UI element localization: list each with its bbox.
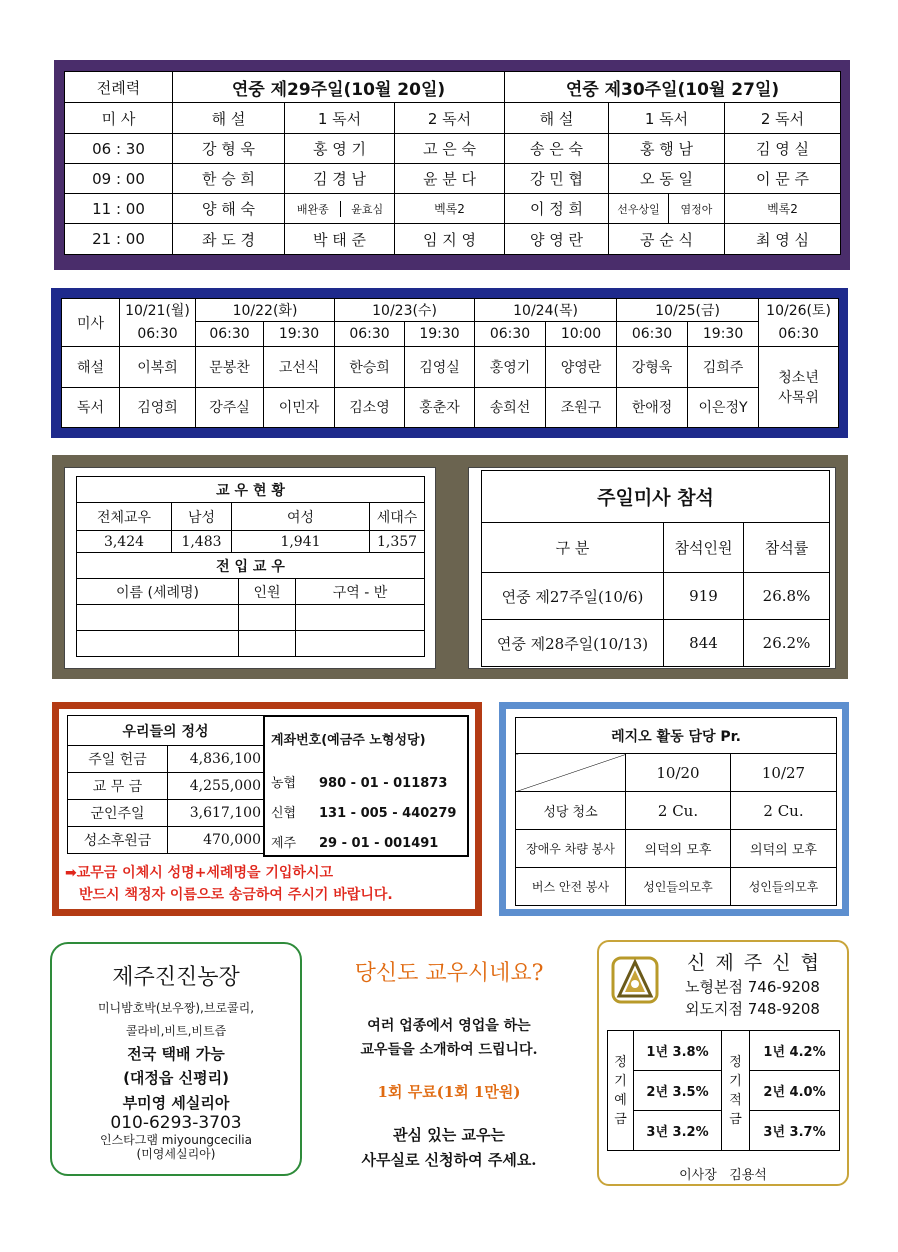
- offering-type: 성소후원금: [68, 827, 168, 854]
- farm-owner: 부미영 세실리아: [122, 1094, 230, 1112]
- lector-name: 한 승 희: [173, 164, 285, 194]
- lector-name: 홍 행 남: [609, 134, 725, 164]
- reading1-label: 1 독서: [285, 103, 395, 134]
- mass-time: 06:30: [120, 322, 196, 347]
- legio-title: 레지오 활동 담당 Pr.: [516, 718, 837, 754]
- offering-title: 우리들의 정성: [68, 716, 264, 746]
- sunday-29-header: 연중 제29주일(10월 20일): [173, 72, 505, 103]
- label-char: 금: [614, 1111, 627, 1127]
- members-title: 교 우 현 황: [77, 477, 425, 503]
- table-row: [65, 194, 841, 224]
- duty-name: 장애우 차량 봉사: [516, 830, 626, 868]
- lector-name: 홍영기: [475, 347, 546, 387]
- commentary-label: 해 설: [505, 103, 609, 134]
- label-char: 기: [729, 1073, 742, 1089]
- attendance-title: 주일미사 참석: [482, 471, 830, 523]
- farm-ad: [50, 942, 302, 1176]
- attendance-rate: 26.2%: [744, 620, 830, 667]
- lector-name: 양 영 란: [505, 224, 609, 255]
- lector-name: 박 태 준: [285, 224, 395, 255]
- duty-team: 2 Cu.: [731, 792, 837, 830]
- reading2-label: 2 독서: [725, 103, 841, 134]
- column-header: 남성: [172, 503, 232, 531]
- duty-name: 성당 청소: [516, 792, 626, 830]
- notice-line: 반드시 책정자 이름으로 송금하여 주시기 바랍니다.: [79, 887, 393, 903]
- attendance-panel: [468, 467, 836, 669]
- week-label: 연중 제28주일(10/13): [482, 620, 664, 667]
- offering-notice: [65, 862, 393, 906]
- installment-savings-label: [722, 1031, 750, 1151]
- lector-name: 강 민 협: [505, 164, 609, 194]
- notice-line: ➡교무금 이체시 성명+세례명을 기입하시고: [65, 865, 333, 881]
- account-number: 29 - 01 - 001491: [319, 836, 439, 851]
- mass-time: 10:00: [546, 322, 617, 347]
- account-box: [263, 715, 469, 857]
- table-row: [65, 224, 841, 255]
- account-title: 계좌번호(예금주 노형성당): [271, 733, 426, 748]
- lector-name: 김희주: [688, 347, 759, 387]
- table-row: [516, 830, 837, 868]
- weekday-lectors-table: [61, 298, 839, 428]
- legio-panel: [506, 709, 842, 909]
- farm-phone: 010-6293-3703: [110, 1113, 242, 1133]
- mass-time: 19:30: [264, 322, 335, 347]
- deposit-rate: 2년 3.5%: [634, 1071, 722, 1111]
- offering-type: 교 무 금: [68, 773, 168, 800]
- label-char: 적: [729, 1092, 742, 1108]
- mass-label: 미사: [62, 299, 120, 347]
- mass-time: 19:30: [405, 322, 475, 347]
- members-panel: [64, 467, 436, 669]
- farm-location: (대정읍 신평리): [123, 1069, 229, 1087]
- commentary-label: 해설: [62, 347, 120, 387]
- offering-amount: 4,836,100: [168, 746, 264, 773]
- lector-name: 이복희: [120, 347, 196, 387]
- lector-name: 김 영 실: [725, 134, 841, 164]
- date-header: 10/23(수): [335, 299, 475, 322]
- offering-table: [67, 715, 264, 854]
- column-header: 구 분: [482, 523, 664, 573]
- account-row: [271, 829, 456, 859]
- column-header: 전체교우: [77, 503, 172, 531]
- business-ad-text: 교우들을 소개하여 드립니다.: [360, 1042, 538, 1058]
- lector-name: 송 은 숙: [505, 134, 609, 164]
- lector-name: 이민자: [264, 387, 335, 427]
- table-row: [77, 605, 425, 631]
- members-table: [76, 476, 425, 553]
- credit-union-logo-icon: [611, 956, 659, 1004]
- date-header: 10/21(월): [120, 299, 196, 322]
- table-row: [482, 620, 830, 667]
- credit-union-ad: [597, 940, 849, 1186]
- business-ad-text: 사무실로 신청하여 주세요.: [361, 1151, 537, 1169]
- member-count: 1,941: [232, 531, 370, 553]
- weekday-lectors-frame: [51, 288, 848, 438]
- mass-time: 06:30: [335, 322, 405, 347]
- lector-name: 한승희: [335, 347, 405, 387]
- table-row: [68, 827, 264, 854]
- account-row: [271, 769, 456, 799]
- reading1-label: 1 독서: [609, 103, 725, 134]
- bank-name: 신협: [271, 806, 297, 821]
- lector-name: 윤 분 다: [395, 164, 505, 194]
- mass-time: 09 : 00: [65, 164, 173, 194]
- sunday-lectors-table: [64, 71, 841, 255]
- attendance-table: [481, 470, 830, 667]
- offering-amount: 4,255,000: [168, 773, 264, 800]
- label-char: 정: [614, 1054, 627, 1070]
- lector-name: 홍 영 기: [285, 134, 395, 164]
- lector-name: 조원구: [546, 387, 617, 427]
- lector-name: 홍춘자: [405, 387, 475, 427]
- lector-name: 이은정Y: [688, 387, 759, 427]
- lector-name: 배완종: [286, 201, 342, 217]
- savings-rate: 3년 3.7%: [750, 1111, 840, 1151]
- duty-team: 성인들의모후: [731, 868, 837, 906]
- mass-time: 11 : 00: [65, 194, 173, 224]
- table-row: [68, 800, 264, 827]
- lector-name: 양 해 숙: [173, 194, 285, 224]
- date-header: 10/26(토): [759, 299, 839, 322]
- table-row: [77, 631, 425, 657]
- lector-name: 최 영 심: [725, 224, 841, 255]
- business-ad: [312, 952, 586, 1182]
- mass-time: 06 : 30: [65, 134, 173, 164]
- credit-union-name: 신 제 주 신 협: [687, 952, 821, 974]
- mass-time: 21 : 00: [65, 224, 173, 255]
- lector-name: 강형욱: [617, 347, 688, 387]
- column-header: 세대수: [370, 503, 425, 531]
- label-char: 예: [614, 1092, 627, 1108]
- table-row: [516, 792, 837, 830]
- lector-name: 송희선: [475, 387, 546, 427]
- member-count: 1,483: [172, 531, 232, 553]
- business-ad-text: 여러 업종에서 영업을 하는: [367, 1018, 531, 1034]
- lector-name: 공 순 식: [609, 224, 725, 255]
- transfer-title: 전 입 교 우: [77, 553, 425, 579]
- lector-name: 오 동 일: [609, 164, 725, 194]
- business-ad-title: 당신도 교우시네요?: [354, 961, 544, 986]
- lector-name: 양영란: [546, 347, 617, 387]
- reading2-label: 2 독서: [395, 103, 505, 134]
- lector-name: 벡록2: [725, 194, 841, 224]
- saturday-assignment: [759, 347, 839, 428]
- lector-name: 이 정 희: [505, 194, 609, 224]
- date-header: 10/25(금): [617, 299, 759, 322]
- sunday-lectors-frame: [54, 60, 850, 270]
- sunday-30-header: 연중 제30주일(10월 27일): [505, 72, 841, 103]
- column-header: 여성: [232, 503, 370, 531]
- bank-name: 제주: [271, 836, 297, 851]
- lector-name: 문봉찬: [196, 347, 264, 387]
- table-row: [482, 573, 830, 620]
- stats-frame: [52, 455, 848, 679]
- column-header: 참석률: [744, 523, 830, 573]
- mass-time: 06:30: [617, 322, 688, 347]
- column-header: 인원: [239, 579, 296, 605]
- lector-name: 이 문 주: [725, 164, 841, 194]
- table-row: [516, 868, 837, 906]
- offering-amount: 3,617,100: [168, 800, 264, 827]
- time-deposit-label: [608, 1031, 634, 1151]
- table-row: [68, 773, 264, 800]
- table-row: [68, 746, 264, 773]
- lector-name: 임 지 영: [395, 224, 505, 255]
- account-number: 131 - 005 - 440279: [319, 806, 457, 821]
- credit-union-branch: 노형본점 746-9208: [685, 978, 820, 996]
- farm-delivery: 전국 택배 가능: [127, 1045, 225, 1063]
- lector-name: 김 경 남: [285, 164, 395, 194]
- deposit-rate: 1년 3.8%: [634, 1031, 722, 1071]
- lector-name: 염정아: [669, 194, 725, 224]
- liturgical-calendar-label: 전례력: [65, 72, 173, 103]
- lector-name: 고선식: [264, 347, 335, 387]
- lector-name: 청소년: [778, 370, 819, 387]
- mass-time: 06:30: [475, 322, 546, 347]
- label-char: 금: [729, 1111, 742, 1127]
- member-count: 3,424: [77, 531, 172, 553]
- mass-time: 06:30: [196, 322, 264, 347]
- lector-name: 김영실: [405, 347, 475, 387]
- attendance-count: 919: [664, 573, 744, 620]
- offering-panel: [59, 709, 475, 909]
- credit-union-branch: 외도지점 748-9208: [685, 1000, 820, 1018]
- legio-frame: [499, 702, 849, 916]
- commentary-label: 해 설: [173, 103, 285, 134]
- column-header: 구역 - 반: [296, 579, 425, 605]
- lector-name: 김영희: [120, 387, 196, 427]
- chairman: 이사장 김용석: [679, 1168, 767, 1183]
- bank-name: 농협: [271, 776, 297, 791]
- table-row: [65, 164, 841, 194]
- savings-rate: 2년 4.0%: [750, 1071, 840, 1111]
- farm-title: 제주진진농장: [112, 965, 240, 990]
- date-header: 10/27: [731, 754, 837, 792]
- column-header: 참석인원: [664, 523, 744, 573]
- duty-team: 성인들의모후: [626, 868, 731, 906]
- week-label: 연중 제27주일(10/6): [482, 573, 664, 620]
- attendance-rate: 26.8%: [744, 573, 830, 620]
- lector-name: 사목위: [778, 390, 819, 407]
- savings-rate: 1년 4.2%: [750, 1031, 840, 1071]
- offering-type: 주일 헌금: [68, 746, 168, 773]
- label-char: 정: [729, 1054, 742, 1070]
- mass-label: 미 사: [65, 103, 173, 134]
- label-char: 기: [614, 1073, 627, 1089]
- offering-frame: [52, 702, 482, 916]
- column-header: 이름 (세례명): [77, 579, 239, 605]
- lector-name: 강주실: [196, 387, 264, 427]
- diagonal-cell: [516, 754, 626, 792]
- lector-name: 좌 도 경: [173, 224, 285, 255]
- farm-instagram: (미영세실리아): [136, 1147, 216, 1161]
- transfer-table: [76, 552, 425, 657]
- table-row: [65, 134, 841, 164]
- rates-table: [607, 1030, 840, 1151]
- lector-name: 윤효심: [351, 202, 384, 216]
- offering-type: 군인주일: [68, 800, 168, 827]
- business-ad-price: 1회 무료(1회 1만원): [377, 1083, 521, 1101]
- legio-table: [515, 717, 837, 906]
- mass-time: 19:30: [688, 322, 759, 347]
- member-count: 1,357: [370, 531, 425, 553]
- business-ad-text: 관심 있는 교우는: [393, 1126, 505, 1144]
- lector-name: 고 은 숙: [395, 134, 505, 164]
- date-header: 10/20: [626, 754, 731, 792]
- offering-amount: 470,000: [168, 827, 264, 854]
- lector-name: 강 형 욱: [173, 134, 285, 164]
- duty-team: 의덕의 모후: [626, 830, 731, 868]
- account-row: [271, 799, 456, 829]
- farm-products: 미니밤호박(보우짱),브로콜리,: [97, 1001, 255, 1015]
- mass-time: 06:30: [759, 322, 839, 347]
- lector-name: 벡록2: [395, 194, 505, 224]
- farm-instagram: 인스타그램 miyoungcecilia: [99, 1133, 252, 1147]
- reading-label: 독서: [62, 387, 120, 427]
- lector-name: 김소영: [335, 387, 405, 427]
- account-number: 980 - 01 - 011873: [319, 776, 448, 791]
- duty-team: 2 Cu.: [626, 792, 731, 830]
- duty-name: 버스 안전 봉사: [516, 868, 626, 906]
- lector-name: 선우상일: [609, 194, 669, 224]
- lector-pair: [285, 194, 395, 224]
- lector-name: 한애정: [617, 387, 688, 427]
- deposit-rate: 3년 3.2%: [634, 1111, 722, 1151]
- attendance-count: 844: [664, 620, 744, 667]
- duty-team: 의덕의 모후: [731, 830, 837, 868]
- date-header: 10/22(화): [196, 299, 335, 322]
- date-header: 10/24(목): [475, 299, 617, 322]
- farm-products: 콜라비,비트,비트즙: [125, 1024, 227, 1038]
